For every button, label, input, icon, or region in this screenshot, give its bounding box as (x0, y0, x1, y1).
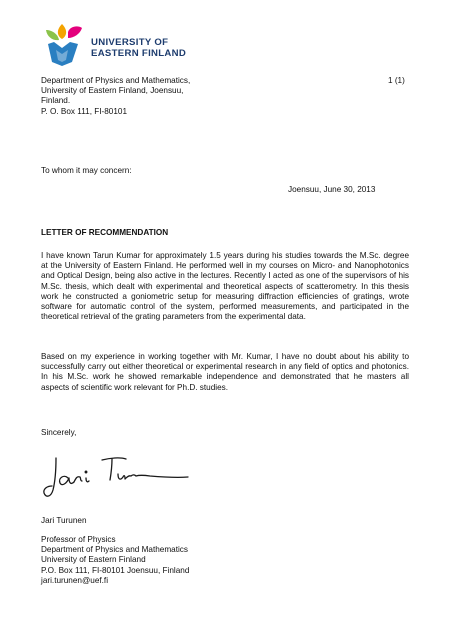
body-paragraph-2: Based on my experience in working together with Mr. Kumar, I have no doubt about his ability to successfully carry out either theoretical or experimental research in any field of optics and photonics. In his M.Sc. work he showed remarkable independence and demonstrated that he masters all aspects of scientific work relevant for Ph.D. studies. (41, 352, 409, 392)
letter-heading: LETTER OF RECOMMENDATION (41, 228, 169, 237)
body-paragraph-1: I have known Tarun Kumar for approximately 1.5 years during his studies towards the M.Sc. degree at the University of Eastern Finland. He performed well in my courses on Micro- and Nanophotonics and Optical Design, being also active in the lectures. Recently I acted as one of the supervisors of his M.Sc. thesis, which dealt with experimental and theoretical aspects of scatterometry. In this thesis work he constructed a goniometric setup for measuring diffraction efficiencies of gratings, wrote software for automatic control of the system, performed measurements, and participated in the theoretical retrieval of the grating parameters from the experimental data. (41, 251, 409, 322)
university-logo-icon (42, 22, 86, 68)
contact-email[interactable]: jari.turunen@uef.fi (41, 575, 109, 585)
sender-line: Department of Physics and Mathematics, (41, 76, 191, 85)
contact-title: Professor of Physics (41, 535, 116, 544)
contact-address: P.O. Box 111, FI-80101 Joensuu, Finland (41, 565, 190, 575)
contact-university: University of Eastern Finland (41, 555, 146, 565)
sender-line: Finland. (41, 96, 71, 106)
sender-line: University of Eastern Finland, Joensuu, (41, 86, 184, 96)
sender-line: P. O. Box 111, FI-80101 (41, 106, 128, 116)
signatory-name: Jari Turunen (41, 516, 87, 525)
contact-department: Department of Physics and Mathematics (41, 545, 188, 555)
page-number: 1 (1) (388, 76, 405, 85)
greeting: To whom it may concern: (41, 166, 132, 175)
logo-wordmark (91, 38, 186, 59)
logo-line-2: EASTERN FINLAND (91, 47, 187, 59)
dateline: Joensuu, June 30, 2013 (288, 185, 376, 194)
contact-block (41, 535, 189, 586)
logo-line-1: UNIVERSITY OF (91, 37, 169, 48)
sender-address (41, 76, 261, 117)
closing: Sincerely, (41, 428, 77, 437)
handwritten-signature (40, 448, 190, 504)
